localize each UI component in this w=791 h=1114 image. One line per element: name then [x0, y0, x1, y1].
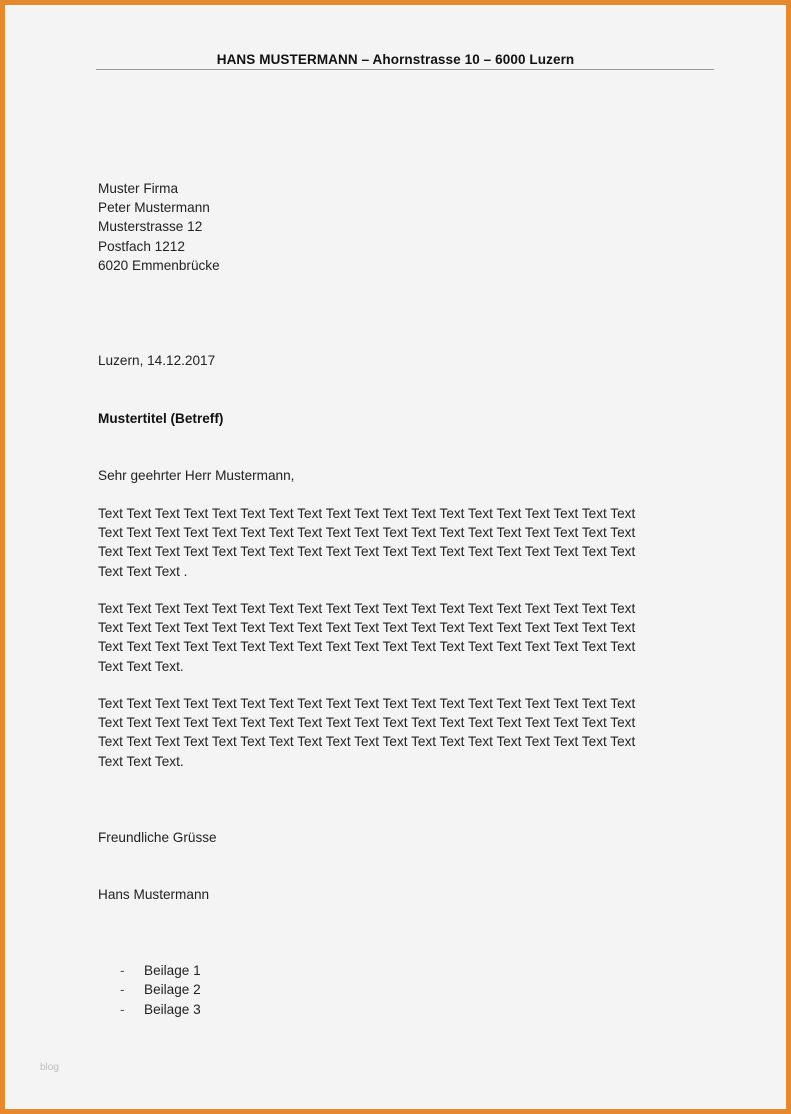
enclosure-label: Beilage 2	[144, 982, 201, 998]
body-paragraph-3	[98, 694, 635, 771]
body-paragraph-2	[98, 599, 635, 676]
bullet-dash-icon: -	[120, 982, 125, 998]
recipient-line: 6020 Emmenbrücke	[98, 257, 220, 273]
body-line: Text Text Text.	[98, 753, 184, 769]
recipient-address	[98, 179, 220, 275]
letterhead-divider	[96, 69, 714, 70]
body-line: Text Text Text Text Text Text Text Text Text Text Text Text Text Text Text Text Text Text Text	[98, 696, 636, 711]
body-line: Text Text Text Text Text Text Text Text Text Text Text Text Text Text Text Text Text Text Text	[98, 715, 636, 731]
body-line: Text Text Text Text Text Text Text Text Text Text Text Text Text Text Text Text Text Text Text	[98, 620, 636, 636]
enclosure-item	[120, 1000, 320, 1019]
salutation: Sehr geehrter Herr Mustermann,	[98, 468, 295, 483]
recipient-line: Postfach 1212	[98, 238, 185, 254]
watermark-text: blog	[40, 1062, 59, 1073]
body-line: Text Text Text Text Text Text Text Text Text Text Text Text Text Text Text Text Text Text Text	[98, 734, 636, 750]
place-date: Luzern, 14.12.2017	[98, 353, 216, 368]
recipient-line: Muster Firma	[98, 181, 179, 196]
body-line: Text Text Text .	[98, 563, 188, 579]
body-paragraph-1	[98, 504, 635, 581]
signature-name: Hans Mustermann	[98, 887, 210, 902]
recipient-line: Peter Mustermann	[98, 200, 210, 216]
bullet-dash-icon: -	[120, 1001, 125, 1017]
closing: Freundliche Grüsse	[98, 830, 217, 845]
letterhead-sender: HANS MUSTERMANN – Ahornstrasse 10 – 6000 Luzern	[216, 52, 575, 67]
body-line: Text Text Text Text Text Text Text Text Text Text Text Text Text Text Text Text Text Text Text	[98, 639, 636, 655]
letter-page	[5, 5, 786, 1109]
subject-line: Mustertitel (Betreff)	[98, 411, 224, 426]
body-line: Text Text Text Text Text Text Text Text Text Text Text Text Text Text Text Text Text Text Text	[98, 525, 636, 541]
recipient-line: Musterstrasse 12	[98, 219, 203, 235]
enclosure-item	[120, 961, 320, 980]
bullet-dash-icon: -	[120, 963, 125, 978]
body-line: Text Text Text Text Text Text Text Text Text Text Text Text Text Text Text Text Text Text Text	[98, 601, 636, 616]
body-line: Text Text Text.	[98, 658, 184, 674]
enclosure-label: Beilage 1	[144, 963, 201, 978]
enclosure-list	[120, 961, 320, 1019]
body-line: Text Text Text Text Text Text Text Text Text Text Text Text Text Text Text Text Text Text Text	[98, 544, 636, 560]
body-line: Text Text Text Text Text Text Text Text Text Text Text Text Text Text Text Text Text Text Text	[98, 506, 636, 521]
enclosure-label: Beilage 3	[144, 1001, 201, 1017]
enclosure-item	[120, 980, 320, 999]
